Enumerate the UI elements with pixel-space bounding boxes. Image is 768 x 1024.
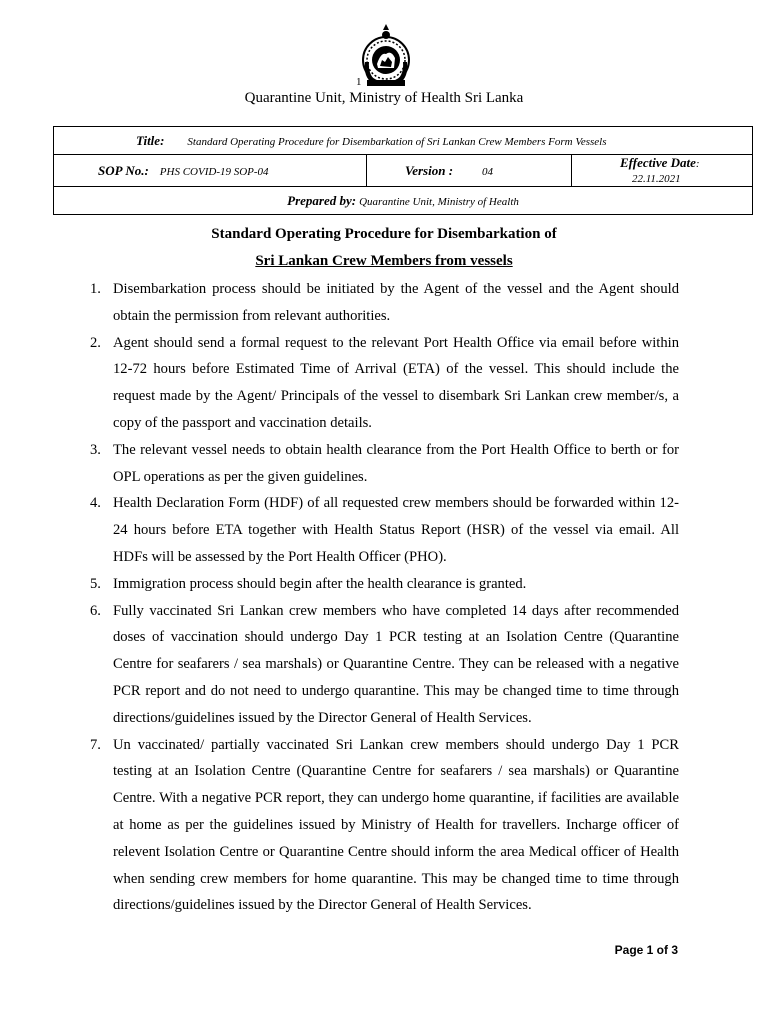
step-text: Agent should send a formal request to the relevant Port Health Office via email before within 12-72 hours before Estimated Time of Arrival (ETA) of the vessel. This should include the request made by the Agent/ Principals of the vessel to disembark Sri Lankan crew member/s, a copy of the passport and vaccination details. — [113, 334, 679, 431]
sop-metadata-table — [53, 126, 753, 215]
effective-date-value: 22.11.2021 — [632, 173, 681, 185]
prepared-row — [54, 187, 753, 215]
version-label: Version : — [405, 162, 454, 178]
step-text: Fully vaccinated Sri Lankan crew members who have completed 14 days after recommended doses of vaccination should undergo Day 1 PCR testing at an Isolation Centre (Quarantine Centre for seafarers / sea marshals) or Quarantine Centre. They can be released with a negative PCR report and do not need to undergo quarantine. This may be changed time to time through directions/guidelines issued by the Director General of Health Services. — [113, 602, 679, 726]
page-number-footer: Page 1 of 3 — [614, 943, 678, 957]
prepared-by-label: Prepared by: — [287, 192, 357, 208]
effective-date-colon: : — [695, 158, 700, 170]
step-number: 6. — [90, 602, 101, 619]
procedure-step — [0, 490, 679, 570]
step-text: The relevant vessel needs to obtain health clearance from the Port Health Office to berth or for OPL operations as per the given guidelines. — [113, 441, 679, 485]
title-label: Title: — [136, 132, 165, 148]
organization-title: Quarantine Unit, Ministry of Health Sri Lanka — [244, 90, 524, 106]
document-heading-line2: Sri Lankan Crew Members from vessels — [255, 253, 513, 269]
effective-date-label: Effective Date — [620, 155, 696, 170]
procedure-step — [0, 437, 679, 491]
step-number: 4. — [90, 495, 101, 512]
sri-lanka-emblem-icon — [361, 22, 411, 90]
procedure-step — [0, 598, 679, 732]
procedure-step — [0, 330, 679, 437]
sop-number-value: PHS COVID-19 SOP-04 — [159, 165, 269, 178]
title-row — [54, 127, 753, 155]
sop-row — [54, 155, 753, 187]
step-number: 3. — [90, 441, 101, 458]
procedure-step — [0, 276, 679, 330]
procedure-step — [0, 571, 679, 598]
step-number: 5. — [90, 575, 101, 592]
document-heading-line1: Standard Operating Procedure for Disembarkation of — [211, 226, 557, 242]
step-number: 1. — [90, 281, 101, 297]
header-page-number: 1 — [356, 76, 362, 88]
procedure-step — [0, 732, 679, 920]
procedure-steps-list — [0, 276, 768, 919]
prepared-by-value: Quarantine Unit, Ministry of Health — [359, 195, 519, 208]
step-text: Disembarkation process should be initiated by the Agent of the vessel and the Agent should obtain the permission from relevant authorities. — [113, 281, 679, 324]
version-value: 04 — [482, 165, 494, 178]
step-number: 2. — [90, 334, 101, 351]
step-text: Immigration process should begin after the health clearance is granted. — [113, 575, 527, 592]
step-text: Un vaccinated/ partially vaccinated Sri Lankan crew members should undergo Day 1 PCR testing at an Isolation Centre (Quarantine Centre for seafarers / sea marshals) or Quarantine Centre. With a negative PCR report, they can undergo home quarantine, if facilities are available at home as per the guidelines issued by Ministry of Health for travellers. Incharge officer of relevent Isolation Centre or Quarantine Centre should inform the area Medical officer of Health when sending crew members for home quarantine. This may be changed time to time through directions/guidelines issued by the Director General of Health Services. — [113, 736, 679, 914]
step-text: Health Declaration Form (HDF) of all requested crew members should be forwarded within 12-24 hours before ETA together with Health Status Report (HSR) of the vessel via email. All HDFs will be assessed by the Port Health Officer (PHO). — [113, 495, 679, 565]
title-value: Standard Operating Procedure for Disembarkation of Sri Lankan Crew Members Form Vessels — [187, 135, 607, 148]
step-number: 7. — [90, 736, 101, 753]
sop-number-label: SOP No.: — [98, 162, 149, 178]
